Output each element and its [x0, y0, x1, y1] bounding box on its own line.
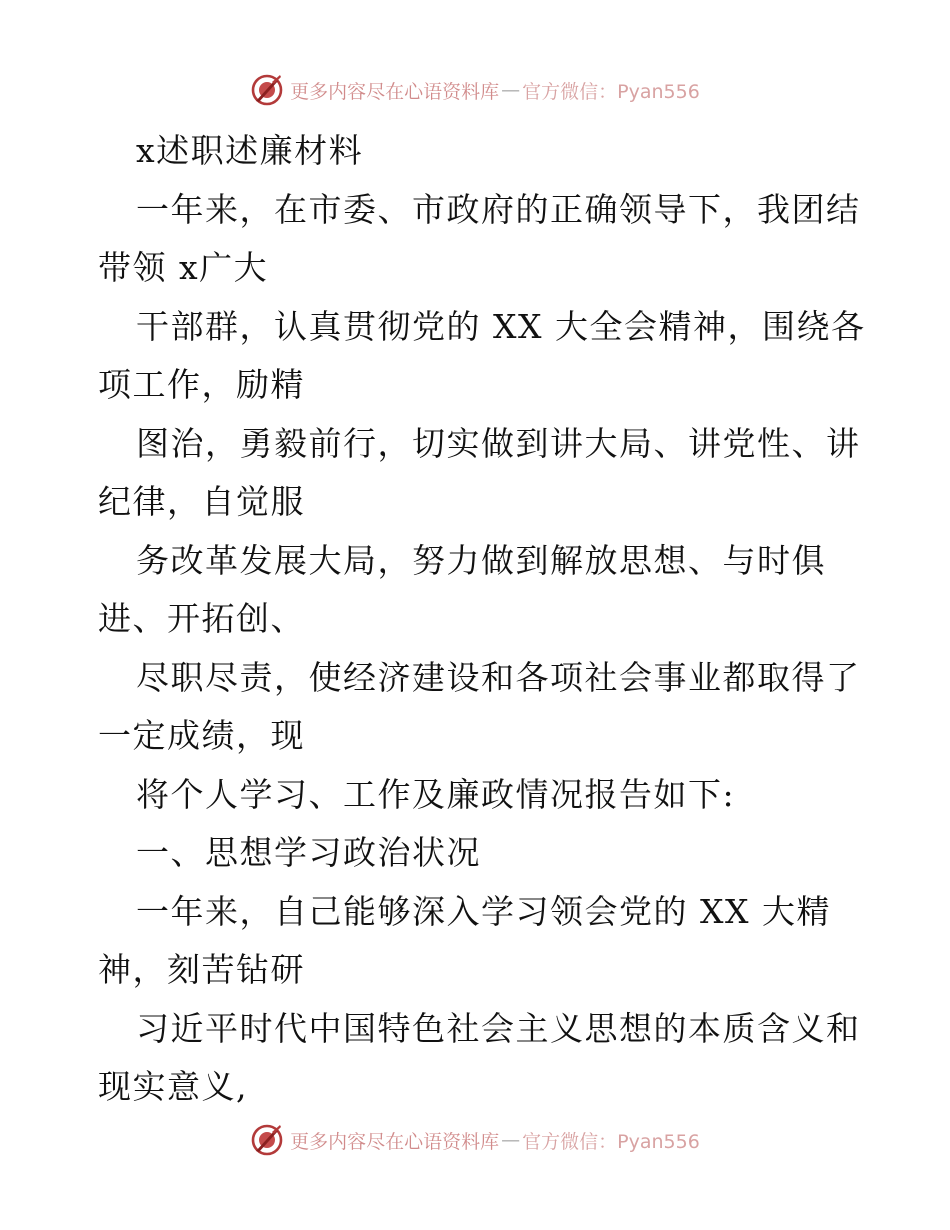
- banner-text: 更多内容尽在心语资料库: [290, 1130, 500, 1153]
- document-line: 一定成绩，现: [98, 716, 305, 755]
- document-line: 神，刻苦钻研: [98, 950, 305, 989]
- document-body: [98, 122, 866, 1117]
- document-line: x述职述廉材料: [136, 131, 364, 170]
- footer-banner: [0, 1120, 950, 1160]
- document-line: 一年来，自己能够深入学习领会党的 XX 大精: [136, 891, 831, 931]
- document-line: 习近平时代中国特色社会主义思想的本质含义和: [136, 1008, 861, 1048]
- quill-logo-icon: [250, 1123, 284, 1157]
- document-line: 务改革发展大局，努力做到解放思想、与时俱: [136, 540, 826, 580]
- banner-separator: —: [501, 79, 521, 101]
- document-line: 将个人学习、工作及廉政情况报告如下:: [136, 774, 736, 814]
- banner-wechat: 官方微信：Pyan556: [522, 80, 700, 103]
- document-line: 一、思想学习政治状况: [136, 833, 481, 872]
- banner-text: 更多内容尽在心语资料库: [290, 80, 500, 103]
- document-line: 纪律，自觉服: [98, 482, 305, 521]
- banner-wechat: 官方微信：Pyan556: [522, 1130, 700, 1153]
- document-line: 项工作，励精: [98, 365, 305, 404]
- document-line: 干部群，认真贯彻党的 XX 大全会精神，围绕各: [136, 306, 866, 346]
- document-line: 现实意义,: [98, 1067, 248, 1106]
- document-line: 一年来，在市委、市政府的正确领导下，我团结: [136, 189, 861, 229]
- document-line: 带领 x广大: [98, 248, 269, 287]
- document-line: 图治，勇毅前行，切实做到讲大局、讲党性、讲: [136, 423, 861, 463]
- document-line: 进、开拓创、: [98, 599, 305, 638]
- header-banner: [0, 70, 950, 110]
- banner-separator: —: [501, 1129, 521, 1151]
- quill-logo-icon: [250, 73, 284, 107]
- document-line: 尽职尽责，使经济建设和各项社会事业都取得了: [136, 657, 861, 697]
